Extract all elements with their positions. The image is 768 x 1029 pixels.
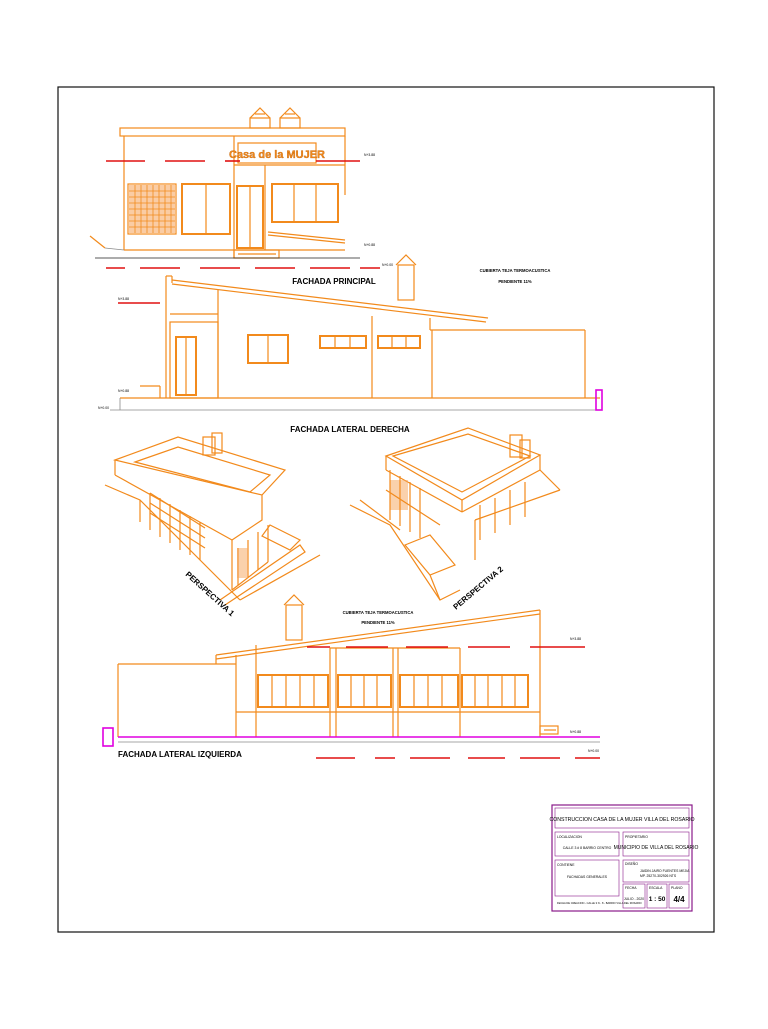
perspectiva-2-view [350, 428, 560, 612]
title-location-label: LOCALIZACION [557, 835, 582, 839]
title-date: JULIO - 2020 [623, 897, 645, 901]
title-date-label: FECHA [625, 886, 637, 890]
label-fachada-lateral-derecha: FACHADA LATERAL DERECHA [290, 425, 410, 434]
level-tag-e: N+0.88 [118, 389, 130, 393]
label-fachada-principal: FACHADA PRINCIPAL [292, 277, 376, 286]
title-project: CONSTRUCCION CASA DE LA MUJER VILLA DEL ROSARIO [549, 817, 695, 823]
label-perspectiva-1: PERSPECTIVA 1 [183, 569, 236, 619]
roof-note-1-line2: PENDIENTE 11% [498, 279, 532, 284]
title-owner-label: PROPIETARIO [625, 835, 648, 839]
title-content: FACHADAS GENERALES [567, 875, 607, 879]
title-scale-label: ESCALA [649, 886, 663, 890]
title-sheet-label: PLANO [671, 886, 683, 890]
title-designer-label: DISEÑO [625, 862, 638, 866]
perspectiva-1-windows [150, 493, 258, 585]
level-tag-b: N+0.88 [364, 243, 376, 247]
roof-note-2-line2: PENDIENTE 11% [361, 620, 395, 625]
brick-screen-pattern [129, 185, 175, 233]
perspectiva-2-windows [386, 470, 525, 540]
title-designer-line1: JAIDIN JAIRO FUENTES MEJIA [640, 869, 690, 873]
level-tag-a: N+3.88 [364, 153, 376, 157]
perspectiva-1-view [105, 433, 320, 619]
logo-text: Casa de la MUJER [229, 149, 325, 161]
level-tag-f: N+0.00 [98, 406, 110, 410]
fachada-principal-elevation [90, 108, 393, 286]
title-block [549, 805, 698, 911]
label-fachada-lateral-izquierda: FACHADA LATERAL IZQUIERDA [118, 750, 242, 759]
title-sheet: 4/4 [673, 895, 685, 904]
title-owner: MUNICIPIO DE VILLA DEL ROSARIO [613, 845, 699, 851]
title-scale: 1 : 50 [648, 896, 666, 903]
level-tag-i: N+0.00 [588, 749, 600, 753]
level-tag-c: N+0.00 [382, 263, 394, 267]
title-footer: FECHA DE CREACION - CALLE 3 N - 8 - BARRIO VILLA DEL ROSARIO [557, 902, 642, 905]
roof-note-2-line1: CUBIERTA TEJA TERMOACUSTICA [342, 610, 414, 615]
title-location: CALLE 3 # 8 BARRIO CENTRO [562, 846, 612, 850]
level-tag-g: N+3.88 [570, 637, 582, 641]
level-tag-h: N+0.88 [570, 730, 582, 734]
fachada-lateral-izquierda-elevation [103, 595, 600, 759]
title-designer-line2: MP. 25270-302926 NTS [640, 874, 677, 878]
label-perspectiva-2: PERSPECTIVA 2 [451, 564, 505, 612]
roof-note-1-line1: CUBIERTA TEJA TERMOACUSTICA [479, 268, 551, 273]
level-tag-d: N+3.88 [118, 297, 130, 301]
title-content-label: CONTIENE [557, 863, 575, 867]
